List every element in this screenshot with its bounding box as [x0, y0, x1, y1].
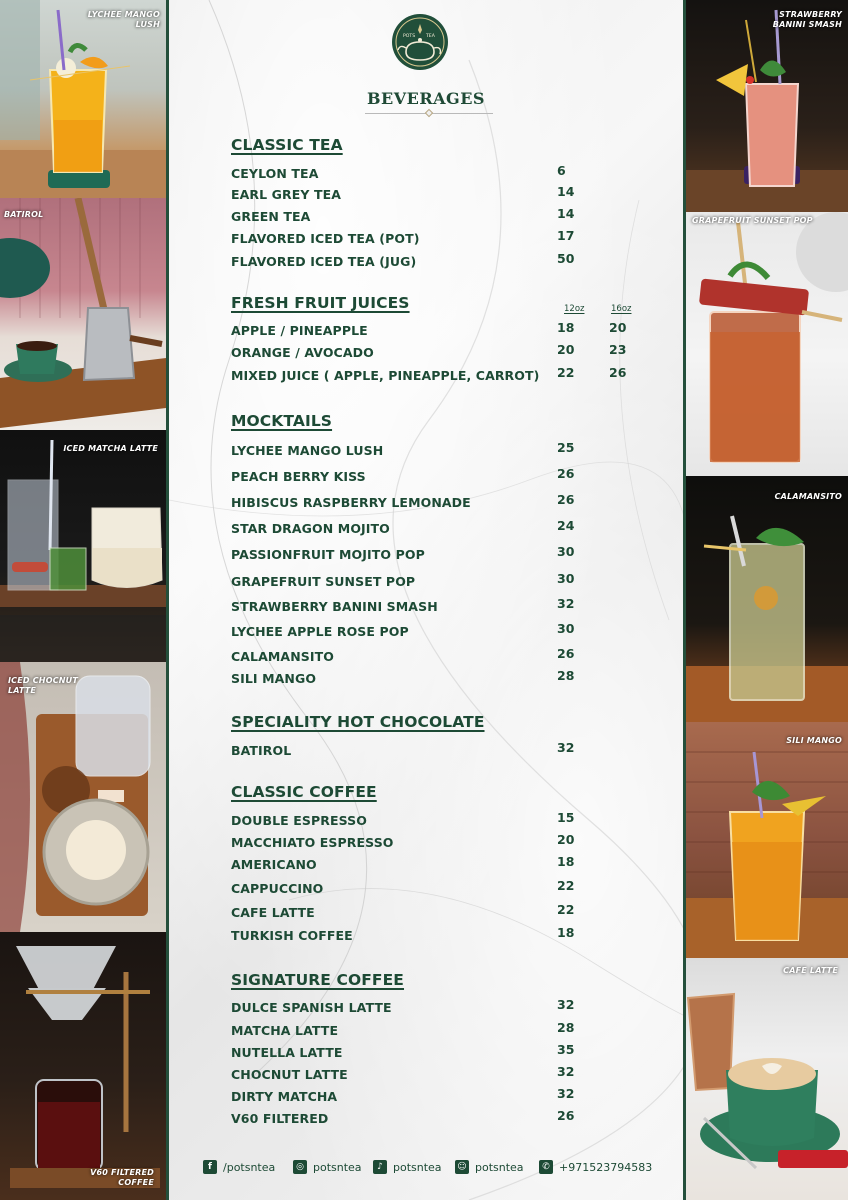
pots-n-tea-logo [390, 12, 450, 78]
photo-grapefruit-sunset-pop [686, 212, 848, 476]
menu-item-name: DIRTY MATCHA [231, 1089, 338, 1104]
menu-item-name: HIBISCUS RASPBERRY LEMONADE [231, 495, 471, 510]
social-link[interactable] [455, 1158, 524, 1176]
snapchat-icon: ☺ [455, 1160, 469, 1174]
menu-item-name: APPLE / PINEAPPLE [231, 323, 368, 338]
menu-item-price: 22 [557, 878, 575, 893]
menu-item-name: DOUBLE ESPRESSO [231, 813, 367, 828]
tiktok-icon: ♪ [373, 1160, 387, 1174]
photo-caption: STRAWBERRY BANINI SMASH [772, 10, 842, 29]
menu-item-price: 14 [557, 184, 575, 199]
photo-caption: ICED CHOCNUT LATTE [8, 676, 79, 695]
photo-iced-matcha-latte [0, 430, 166, 662]
menu-item-price-large: 23 [609, 342, 627, 357]
social-link[interactable] [293, 1158, 362, 1176]
page-title: BEVERAGES [367, 89, 485, 108]
title-divider-ornament [425, 109, 433, 117]
menu-item-name: LYCHEE MANGO LUSH [231, 443, 384, 458]
section-title: FRESH FRUIT JUICES [231, 294, 410, 312]
photo-iced-chocnut-latte [0, 662, 166, 932]
menu-item-name: CEYLON TEA [231, 166, 319, 181]
photo-caption: CALAMANSITO [774, 492, 842, 501]
photo-caption: GRAPEFRUIT SUNSET POP [692, 216, 813, 225]
left-photo-column [0, 0, 166, 1200]
social-link[interactable] [203, 1158, 275, 1176]
menu-item-name: AMERICANO [231, 857, 317, 872]
social-link[interactable] [373, 1158, 442, 1176]
phone-icon: ✆ [539, 1160, 553, 1174]
menu-item-name: V60 FILTERED [231, 1111, 329, 1126]
menu-item-name: FLAVORED ICED TEA (POT) [231, 231, 420, 246]
menu-item-price: 22 [557, 902, 575, 917]
social-handle: potsntea [313, 1160, 362, 1174]
menu-item-price-large: 20 [609, 320, 627, 335]
menu-item-price: 15 [557, 810, 575, 825]
photo-calamansito [686, 476, 848, 722]
right-photo-column [686, 0, 848, 1200]
photo-caption: BATIROL [4, 210, 44, 219]
photo-caption: SILI MANGO [786, 736, 842, 745]
photo-cafe-latte [686, 958, 848, 1200]
menu-item-name: CAFE LATTE [231, 905, 315, 920]
photo-sili-mango [686, 722, 848, 958]
menu-item-price: 20 [557, 342, 575, 357]
social-footer [203, 1158, 663, 1176]
menu-item-name: STAR DRAGON MOJITO [231, 521, 390, 536]
menu-item-price: 18 [557, 925, 575, 940]
photo-batirol [0, 198, 166, 430]
social-handle: potsntea [475, 1160, 524, 1174]
menu-item-price: 17 [557, 228, 575, 243]
photo-caption: V60 FILTERED COFFEE [90, 1168, 154, 1187]
menu-item-name: LYCHEE APPLE ROSE POP [231, 624, 409, 639]
photo-v60-filtered-coffee [0, 932, 166, 1200]
size-header: 12oz [564, 304, 585, 314]
menu-item-price: 32 [557, 740, 575, 755]
social-handle: potsntea [393, 1160, 442, 1174]
menu-item-name: MACCHIATO ESPRESSO [231, 835, 394, 850]
menu-item-name: CHOCNUT LATTE [231, 1067, 348, 1082]
menu-item-name: MIXED JUICE ( APPLE, PINEAPPLE, CARROT) [231, 368, 540, 383]
menu-item-name: STRAWBERRY BANINI SMASH [231, 599, 438, 614]
menu-item-name: BATIROL [231, 743, 292, 758]
svg-text:POTS: POTS [403, 34, 416, 39]
menu-item-name: GRAPEFRUIT SUNSET POP [231, 574, 416, 589]
section-title: CLASSIC TEA [231, 136, 343, 154]
menu-item-price: 18 [557, 320, 575, 335]
menu-item-name: FLAVORED ICED TEA (JUG) [231, 254, 417, 269]
section-title: SPECIALITY HOT CHOCOLATE [231, 713, 485, 731]
menu-item-price: 24 [557, 518, 575, 533]
menu-item-name: PASSIONFRUIT MOJITO POP [231, 547, 425, 562]
facebook-icon: f [203, 1160, 217, 1174]
menu-item-price: 50 [557, 251, 575, 266]
menu-item-name: GREEN TEA [231, 209, 311, 224]
social-handle: /potsntea [223, 1160, 276, 1174]
photo-strawberry-banini-smash [686, 0, 848, 212]
menu-item-price: 25 [557, 440, 575, 455]
social-link[interactable] [539, 1158, 652, 1176]
section-title: MOCKTAILS [231, 412, 333, 430]
menu-item-name: MATCHA LATTE [231, 1023, 339, 1038]
photo-lychee-mango-lush [0, 0, 166, 198]
menu-item-price: 26 [557, 492, 575, 507]
menu-item-name: DULCE SPANISH LATTE [231, 1000, 392, 1015]
menu-item-price: 32 [557, 997, 575, 1012]
menu-item-price: 22 [557, 365, 575, 380]
menu-item-price: 6 [557, 163, 566, 178]
photo-caption: ICED MATCHA LATTE [63, 444, 158, 453]
section-title: CLASSIC COFFEE [231, 783, 377, 801]
size-header: 16oz [611, 304, 632, 314]
menu-item-price: 30 [557, 544, 575, 559]
menu-item-name: CALAMANSITO [231, 649, 334, 664]
menu-item-price: 28 [557, 668, 575, 683]
instagram-icon: ◎ [293, 1160, 307, 1174]
menu-item-name: ORANGE / AVOCADO [231, 345, 374, 360]
menu-item-price: 32 [557, 596, 575, 611]
photo-caption: CAFE LATTE [783, 966, 838, 975]
menu-item-price: 30 [557, 621, 575, 636]
menu-item-name: EARL GREY TEA [231, 187, 342, 202]
menu-item-price: 26 [557, 466, 575, 481]
svg-text:TEA: TEA [426, 34, 435, 39]
menu-item-price: 20 [557, 832, 575, 847]
menu-item-name: NUTELLA LATTE [231, 1045, 343, 1060]
menu-item-name: SILI MANGO [231, 671, 317, 686]
menu-panel [166, 0, 686, 1200]
menu-item-price: 26 [557, 646, 575, 661]
menu-item-price-large: 26 [609, 365, 627, 380]
menu-item-name: TURKISH COFFEE [231, 928, 353, 943]
menu-item-price: 14 [557, 206, 575, 221]
menu-item-price: 26 [557, 1108, 575, 1123]
menu-item-price: 35 [557, 1042, 575, 1057]
menu-item-price: 18 [557, 854, 575, 869]
menu-item-price: 32 [557, 1086, 575, 1101]
menu-item-name: CAPPUCCINO [231, 881, 324, 896]
menu-item-price: 32 [557, 1064, 575, 1079]
social-handle: +971523794583 [559, 1160, 653, 1174]
menu-item-price: 28 [557, 1020, 575, 1035]
menu-item-price: 30 [557, 571, 575, 586]
photo-caption: LYCHEE MANGO LUSH [87, 10, 160, 29]
menu-item-name: PEACH BERRY KISS [231, 469, 366, 484]
section-title: SIGNATURE COFFEE [231, 971, 405, 989]
